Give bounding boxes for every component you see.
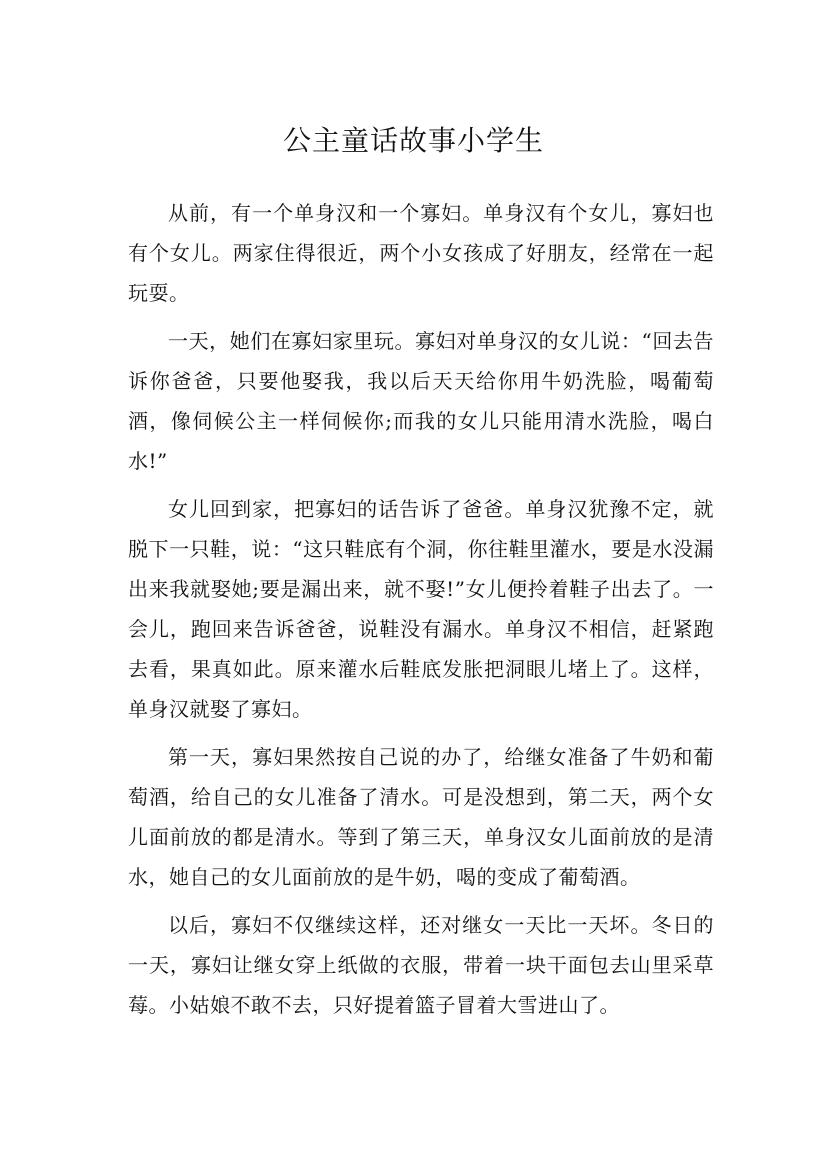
paragraph-1: 从前，有一个单身汉和一个寡妇。单身汉有个女儿，寡妇也有个女儿。两家住得很近，两个小女孩成了好朋友，经常在一起玩耍。 bbox=[128, 201, 714, 305]
paragraph-2: 一天，她们在寡妇家里玩。寡妇对单身汉的女儿说：“回去告诉你爸爸，只要他娶我，我以后天天给你用牛奶洗脸，喝葡萄酒，像伺候公主一样伺候你;而我的女儿只能用清水洗脸，喝白水!” bbox=[128, 329, 714, 473]
paragraph-5: 以后，寡妇不仅继续这样，还对继女一天比一天坏。冬日的一天，寡妇让继女穿上纸做的衣服，带着一块干面包去山里采草莓。小姑娘不敢不去，只好提着篮子冒着大雪进山了。 bbox=[128, 913, 714, 1017]
paragraph-4: 第一天，寡妇果然按自己说的办了，给继女准备了牛奶和葡萄酒，给自己的女儿准备了清水。可是没想到，第二天，两个女儿面前放的都是清水。等到了第三天，单身汉女儿面前放的是清水，她自己的女儿面前放的是牛奶，喝的变成了葡萄酒。 bbox=[128, 745, 714, 889]
paragraph-3: 女儿回到家，把寡妇的话告诉了爸爸。单身汉犹豫不定，就脱下一只鞋，说：“这只鞋底有个洞，你往鞋里灌水，要是水没漏出来我就娶她;要是漏出来，就不娶!”女儿便拎着鞋子出去了。一会儿，跑回来告诉爸爸，说鞋没有漏水。单身汉不相信，赶紧跑去看，果真如此。原来灌水后鞋底发胀把洞眼儿堵上了。这样，单身汉就娶了寡妇。 bbox=[128, 497, 714, 721]
document-title: 公主童话故事小学生 bbox=[282, 123, 544, 157]
document-body bbox=[128, 193, 714, 1033]
